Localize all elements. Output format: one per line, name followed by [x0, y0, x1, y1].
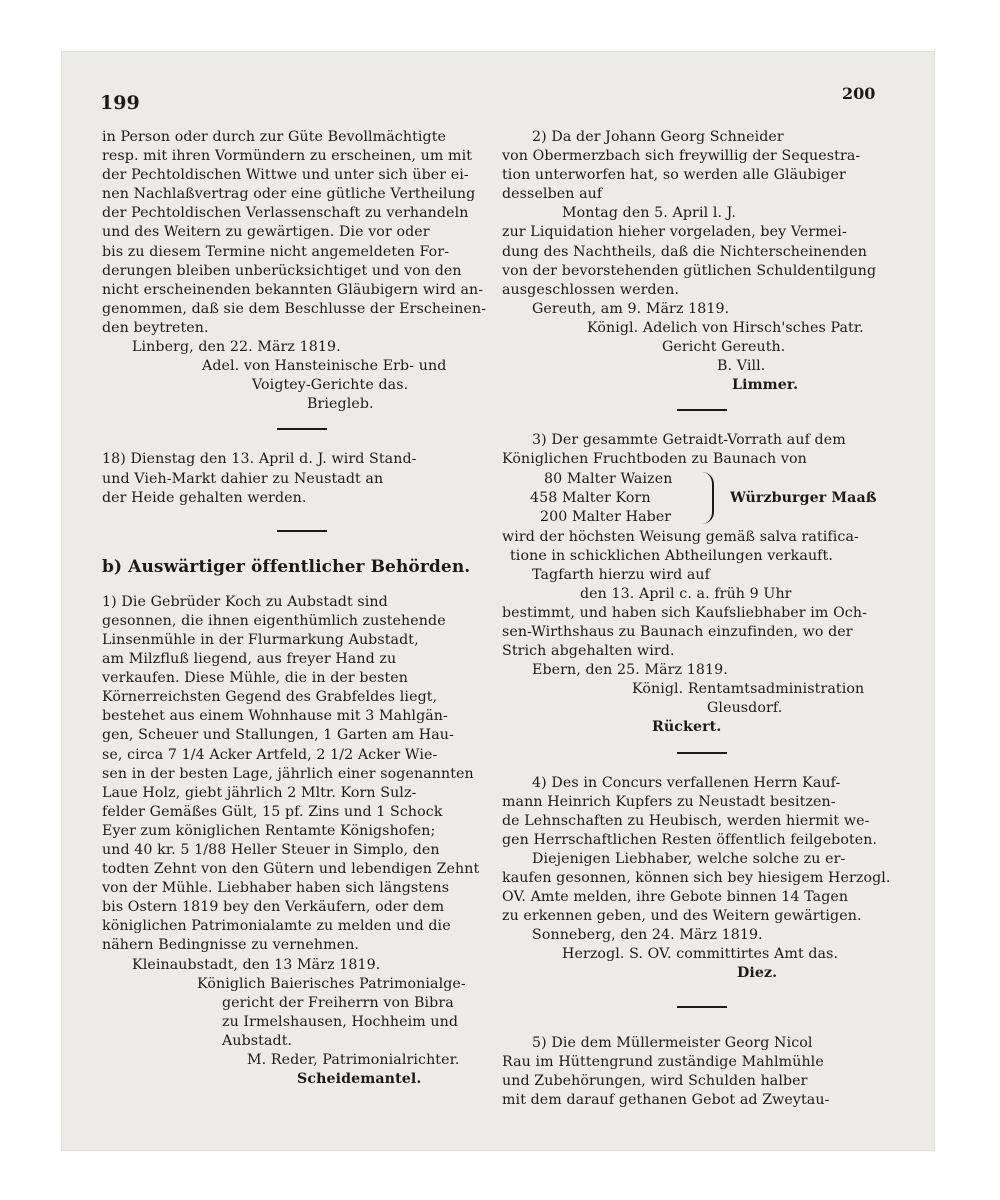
section-divider [277, 428, 327, 430]
left-p1-line: der Pechtoldischen Wittwe und unter sich über ei- [102, 167, 469, 184]
notice-2-date: Montag den 5. April l. J. [562, 205, 736, 222]
notice-3-line: sen-Wirthshaus zu Baunach einzufinden, wo der [502, 623, 853, 640]
notice-3-date: den 13. April c. a. früh 9 Uhr [580, 585, 792, 602]
signature-authority: Voigtey-Gerichte das. [252, 377, 409, 394]
left-p1-line: derungen bleiben unberücksichtiget und von den [102, 262, 462, 279]
notice-4-line: mann Heinrich Kupfers zu Neustadt besitzen- [502, 793, 836, 810]
signature-name: Scheidemantel. [297, 1071, 422, 1088]
notice-2-line: von Obermerzbach sich freywillig der Sequestra- [502, 148, 861, 165]
signature-authority: gericht der Freiherrn von Bibra [222, 994, 454, 1011]
notice-2-line: zur Liquidation hieher vorgeladen, bey Vermei- [502, 224, 847, 241]
notice-b1-line: Körnerreichsten Gegend des Grabfeldes liegt, [102, 689, 438, 706]
signature-name: Limmer. [732, 377, 799, 394]
notice-5-line: mit dem darauf gethanen Gebot ad Zweytau- [502, 1091, 830, 1108]
notice-2-line: ausgeschlossen werden. [502, 281, 680, 298]
signature-authority: Königl. Rentamtsadministration [632, 681, 865, 698]
section-divider [277, 530, 327, 532]
section-divider [677, 752, 727, 754]
notice-3-line: wird der höchsten Weisung gemäß salva ratifica- [502, 528, 859, 545]
signature-place-date: Kleinaubstadt, den 13 März 1819. [132, 956, 381, 973]
notice-3-line: bestimmt, und haben sich Kaufsliebhaber im Och- [502, 604, 867, 621]
grain-item: 80 Malter Waizen [544, 470, 673, 487]
notice-5-line: Rau im Hüttengrund zuständige Mahlmühle [502, 1053, 824, 1070]
notice-b1-line: am Milzfluß liegend, aus freyer Hand zu [102, 651, 397, 668]
notice-b1-line: 1) Die Gebrüder Koch zu Aubstadt sind [102, 593, 388, 610]
signature-authority: Aubstadt. [222, 1032, 293, 1049]
notice-2-line: von der bevorstehenden gütlichen Schuldentilgung [502, 262, 877, 279]
signature-authority: zu Irmelshausen, Hochheim und [222, 1013, 459, 1030]
notice-18-line: der Heide gehalten werden. [102, 489, 307, 506]
notice-b1-line: gesonnen, die ihnen eigenthümlich zustehende [102, 612, 446, 629]
signature-place-date: Gereuth, am 9. März 1819. [532, 300, 730, 317]
signature-authority: Herzogl. S. OV. committirtes Amt das. [562, 946, 839, 963]
signature-official: M. Reder, Patrimonialrichter. [247, 1052, 460, 1069]
left-p1-line: und des Weitern zu gewärtigen. Die vor oder [102, 224, 430, 241]
left-page-number: 199 [100, 92, 140, 114]
notice-4-line: gen Herrschaftlichen Resten öffentlich feilgeboten. [502, 831, 878, 848]
signature-authority: Königlich Baierisches Patrimonialge- [197, 975, 466, 992]
right-page-number: 200 [842, 84, 876, 103]
section-divider [677, 1006, 727, 1008]
signature-official: B. Vill. [717, 358, 766, 375]
signature-place-date: Linberg, den 22. März 1819. [132, 339, 341, 356]
left-p1-line: genommen, daß sie dem Beschlusse der Erscheinen- [102, 300, 487, 317]
notice-3-line: Tagfarth hierzu wird auf [532, 566, 711, 583]
notice-b1-line: Laue Holz, giebt jährlich 2 Mltr. Korn Sulz- [102, 784, 417, 801]
notice-3-line: 3) Der gesammte Getraidt-Vorrath auf dem [532, 432, 846, 449]
signature-authority: Adel. von Hansteinische Erb- und [202, 358, 447, 375]
section-divider [677, 409, 727, 411]
left-p1-line: nen Nachlaßvertrag oder eine gütliche Vertheilung [102, 186, 476, 203]
left-p1-line: in Person oder durch zur Güte Bevollmächtigte [102, 129, 446, 145]
notice-2-line: desselben auf [502, 186, 603, 203]
notice-b1-line: se, circa 7 1/4 Acker Artfeld, 2 1/2 Acker Wie- [102, 746, 438, 763]
signature-name: Briegleb. [307, 396, 374, 413]
notice-3-line: Königlichen Fruchtboden zu Baunach von [502, 451, 807, 468]
notice-b1-line: königlichen Patrimonialamte zu melden und die [102, 918, 451, 935]
left-p1-line: bis zu diesem Termine nicht angemeldeten For- [102, 243, 450, 260]
notice-2-line: dung des Nachtheils, daß die Nichterscheinenden [502, 243, 868, 260]
notice-5-line: 5) Die dem Müllermeister Georg Nicol [532, 1034, 813, 1051]
notice-b1-line: sen in der besten Lage, jährlich einer sogenannten [102, 765, 474, 782]
notice-b1-line: todten Zehnt von den Gütern und lebendigen Zehnt [102, 861, 480, 878]
notice-b1-line: nähern Bedingnisse zu vernehmen. [102, 937, 360, 954]
notice-18-line: und Vieh-Markt dahier zu Neustadt an [102, 470, 384, 487]
notice-b1-line: Linsenmühle in der Flurmarkung Aubstadt, [102, 631, 419, 648]
notice-4-line: de Lehnschaften zu Heubisch, werden hiermit we- [502, 812, 870, 829]
signature-authority: Gleusdorf. [707, 700, 783, 717]
left-p1-line: nicht erscheinenden bekannten Gläubigern wird an- [102, 281, 484, 298]
signature-place-date: Ebern, den 25. März 1819. [532, 662, 728, 679]
section-heading: b) Auswärtiger öffentlicher Behörden. [102, 556, 471, 577]
grain-list [502, 470, 902, 528]
notice-4-line: OV. Amte melden, ihre Gebote binnen 14 Tagen [502, 889, 849, 906]
notice-b1-line: Eyer zum königlichen Rentamte Königshofen; [102, 822, 436, 839]
notice-4-line: 4) Des in Concurs verfallenen Herrn Kauf- [532, 774, 841, 791]
brace-icon [702, 472, 714, 524]
notice-4-line: kaufen gesonnen, können sich bey hiesigem Herzogl. [502, 870, 891, 886]
notice-b1-line: von der Mühle. Liebhaber haben sich längstens [102, 880, 450, 897]
notice-b1-line: und 40 kr. 5 1/88 Heller Steuer in Simplo, den [102, 842, 440, 858]
newspaper-page-spread [62, 52, 934, 1150]
notice-b1-line: verkaufen. Diese Mühle, die in der besten [102, 670, 409, 687]
signature-authority: Gericht Gereuth. [662, 339, 786, 356]
notice-4-line: Diejenigen Liebhaber, welche solche zu er- [532, 850, 846, 867]
notice-b1-line: gen, Scheuer und Stallungen, 1 Garten am Hau- [102, 727, 454, 744]
left-p1-line: den beytreten. [102, 319, 209, 336]
grain-measure: Würzburger Maaß [730, 489, 877, 506]
notice-2-line: tion unterworfen hat, so werden alle Gläubiger [502, 167, 846, 184]
right-column [502, 128, 902, 1110]
notice-2-line: 2) Da der Johann Georg Schneider [532, 129, 784, 145]
left-p1-line: resp. mit ihren Vormündern zu erscheinen, um mit [102, 148, 473, 165]
grain-item: 200 Malter Haber [540, 508, 672, 525]
notice-5-line: und Zubehörungen, wird Schulden halber [502, 1072, 808, 1089]
signature-name: Diez. [737, 965, 778, 982]
signature-name: Rückert. [652, 719, 722, 736]
grain-item: 458 Malter Korn [530, 489, 651, 506]
signature-authority: Königl. Adelich von Hirsch'sches Patr. [587, 319, 864, 336]
notice-b1-line: felder Gemäßes Gült, 15 pf. Zins und 1 Schock [102, 803, 443, 820]
notice-18-line: 18) Dienstag den 13. April d. J. wird Stand- [102, 451, 417, 468]
notice-b1-line: bis Ostern 1819 bey den Verkäufern, oder dem [102, 899, 445, 916]
notice-3-line: Strich abgehalten wird. [502, 643, 675, 660]
signature-place-date: Sonneberg, den 24. März 1819. [532, 927, 763, 944]
left-p1-line: der Pechtoldischen Verlassenschaft zu verhandeln [102, 205, 469, 222]
left-column [102, 128, 502, 1089]
notice-b1-line: bestehet aus einem Wohnhause mit 3 Mahlgän- [102, 708, 448, 725]
notice-4-line: zu erkennen geben, und des Weitern gewärtigen. [502, 908, 862, 925]
notice-3-line: tione in schicklichen Abtheilungen verkauft. [510, 547, 833, 564]
